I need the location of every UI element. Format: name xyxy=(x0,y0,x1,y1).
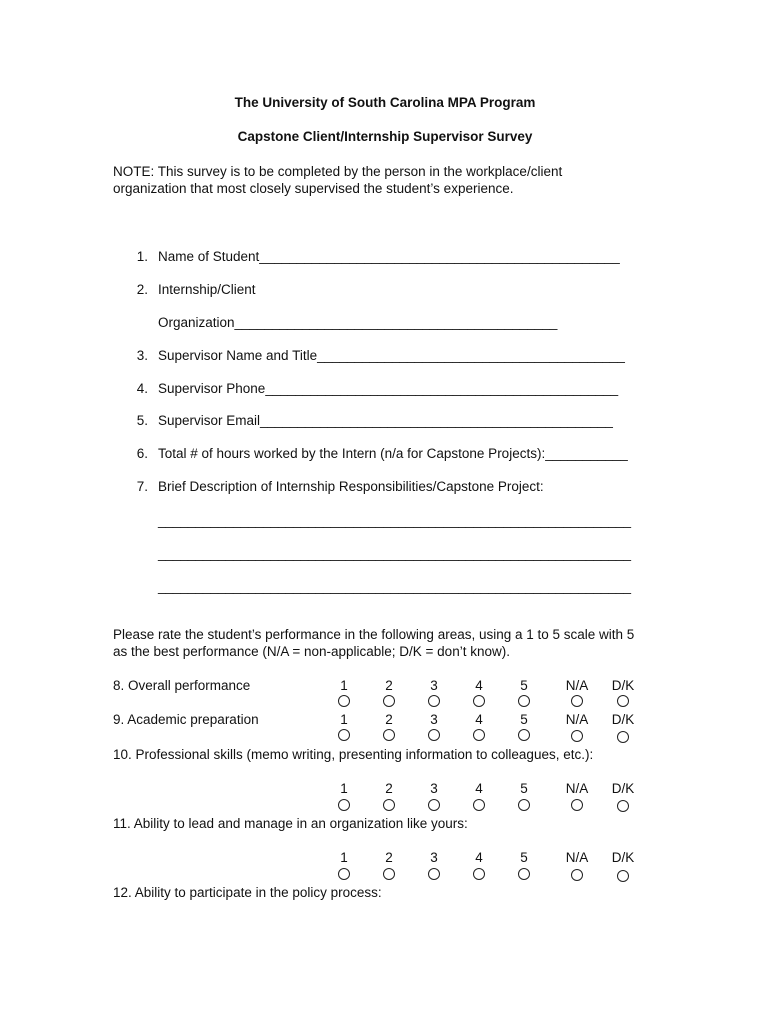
scale-label-4: 4 xyxy=(475,678,483,693)
q5-number: 5. xyxy=(136,413,148,428)
q11-radio-na[interactable] xyxy=(571,869,583,881)
q11-label: 11. Ability to lead and manage in an organization like yours: xyxy=(113,816,468,831)
q10-radio-na[interactable] xyxy=(571,799,583,811)
scale-label-3: 3 xyxy=(430,850,438,865)
q9-radio-2[interactable] xyxy=(383,729,395,741)
note-line-2: organization that most closely supervised the student’s experience. xyxy=(113,181,514,196)
q8-label: 8. Overall performance xyxy=(113,678,251,693)
q8-radio-1[interactable] xyxy=(338,695,350,707)
q10-radio-1[interactable] xyxy=(338,799,350,811)
q8-radio-na[interactable] xyxy=(571,695,583,707)
scale-label-3: 3 xyxy=(430,712,438,727)
q10-radio-4[interactable] xyxy=(473,799,485,811)
supervisor-email-field[interactable]: Supervisor Email_______________________________________________ xyxy=(158,413,613,428)
scale-label-4: 4 xyxy=(475,781,483,796)
rating-intro-line-2: as the best performance (N/A = non-applicable; D/K = don’t know). xyxy=(113,644,510,659)
q10-radio-3[interactable] xyxy=(428,799,440,811)
q12-label: 12. Ability to participate in the policy process: xyxy=(113,885,382,900)
scale-label-2: 2 xyxy=(385,678,393,693)
q11-radio-dk[interactable] xyxy=(617,870,629,882)
q10-radio-5[interactable] xyxy=(518,799,530,811)
scale-label-na: N/A xyxy=(565,678,589,693)
q4-number: 4. xyxy=(136,381,148,396)
q11-radio-2[interactable] xyxy=(383,868,395,880)
student-name-field[interactable]: Name of Student________________________________________________ xyxy=(158,249,620,264)
q11-radio-5[interactable] xyxy=(518,868,530,880)
scale-label-3: 3 xyxy=(430,678,438,693)
organization-field[interactable]: Organization___________________________________________ xyxy=(158,315,558,330)
description-line-2[interactable]: _______________________________________________________________ xyxy=(158,546,632,561)
scale-label-2: 2 xyxy=(385,850,393,865)
page-title: The University of South Carolina MPA Program xyxy=(234,95,536,110)
internship-client-label: Internship/Client xyxy=(158,282,256,297)
q1-number: 1. xyxy=(136,249,148,264)
scale-label-1: 1 xyxy=(340,678,348,693)
q9-radio-3[interactable] xyxy=(428,729,440,741)
rating-intro-line-1: Please rate the student’s performance in the following areas, using a 1 to 5 scale with 5 xyxy=(113,627,635,642)
q8-radio-dk[interactable] xyxy=(617,695,629,707)
q10-radio-dk[interactable] xyxy=(617,800,629,812)
scale-label-dk: D/K xyxy=(611,781,635,796)
q6-number: 6. xyxy=(136,446,148,461)
scale-label-4: 4 xyxy=(475,850,483,865)
q11-radio-4[interactable] xyxy=(473,868,485,880)
hours-worked-field[interactable]: Total # of hours worked by the Intern (n/a for Capstone Projects):___________ xyxy=(158,446,628,461)
supervisor-phone-field[interactable]: Supervisor Phone_______________________________________________ xyxy=(158,381,619,396)
q3-number: 3. xyxy=(136,348,148,363)
scale-label-na: N/A xyxy=(565,850,589,865)
q9-radio-5[interactable] xyxy=(518,729,530,741)
scale-label-1: 1 xyxy=(340,712,348,727)
scale-label-5: 5 xyxy=(520,678,528,693)
scale-label-2: 2 xyxy=(385,712,393,727)
note-line-1: NOTE: This survey is to be completed by the person in the workplace/client xyxy=(113,164,563,179)
q11-radio-1[interactable] xyxy=(338,868,350,880)
scale-label-na: N/A xyxy=(565,712,589,727)
scale-label-na: N/A xyxy=(565,781,589,796)
scale-label-dk: D/K xyxy=(611,712,635,727)
q9-radio-1[interactable] xyxy=(338,729,350,741)
survey-subtitle: Capstone Client/Internship Supervisor Survey xyxy=(237,129,533,144)
q7-number: 7. xyxy=(136,479,148,494)
q11-radio-3[interactable] xyxy=(428,868,440,880)
scale-label-1: 1 xyxy=(340,781,348,796)
description-label: Brief Description of Internship Responsibilities/Capstone Project: xyxy=(158,479,544,494)
scale-label-4: 4 xyxy=(475,712,483,727)
supervisor-name-field[interactable]: Supervisor Name and Title_________________________________________ xyxy=(158,348,625,363)
scale-label-dk: D/K xyxy=(611,850,635,865)
q8-radio-5[interactable] xyxy=(518,695,530,707)
q10-radio-2[interactable] xyxy=(383,799,395,811)
scale-label-dk: D/K xyxy=(611,678,635,693)
scale-label-2: 2 xyxy=(385,781,393,796)
q8-radio-4[interactable] xyxy=(473,695,485,707)
scale-label-1: 1 xyxy=(340,850,348,865)
q9-radio-4[interactable] xyxy=(473,729,485,741)
q8-radio-2[interactable] xyxy=(383,695,395,707)
scale-label-3: 3 xyxy=(430,781,438,796)
description-line-3[interactable]: _______________________________________________________________ xyxy=(158,579,632,594)
q2-number: 2. xyxy=(136,282,148,297)
q8-radio-3[interactable] xyxy=(428,695,440,707)
scale-label-5: 5 xyxy=(520,781,528,796)
description-line-1[interactable]: _______________________________________________________________ xyxy=(158,513,632,528)
q9-label: 9. Academic preparation xyxy=(113,712,259,727)
q10-label: 10. Professional skills (memo writing, presenting information to colleagues, etc.): xyxy=(113,747,594,762)
q9-radio-na[interactable] xyxy=(571,730,583,742)
q9-radio-dk[interactable] xyxy=(617,731,629,743)
scale-label-5: 5 xyxy=(520,850,528,865)
scale-label-5: 5 xyxy=(520,712,528,727)
